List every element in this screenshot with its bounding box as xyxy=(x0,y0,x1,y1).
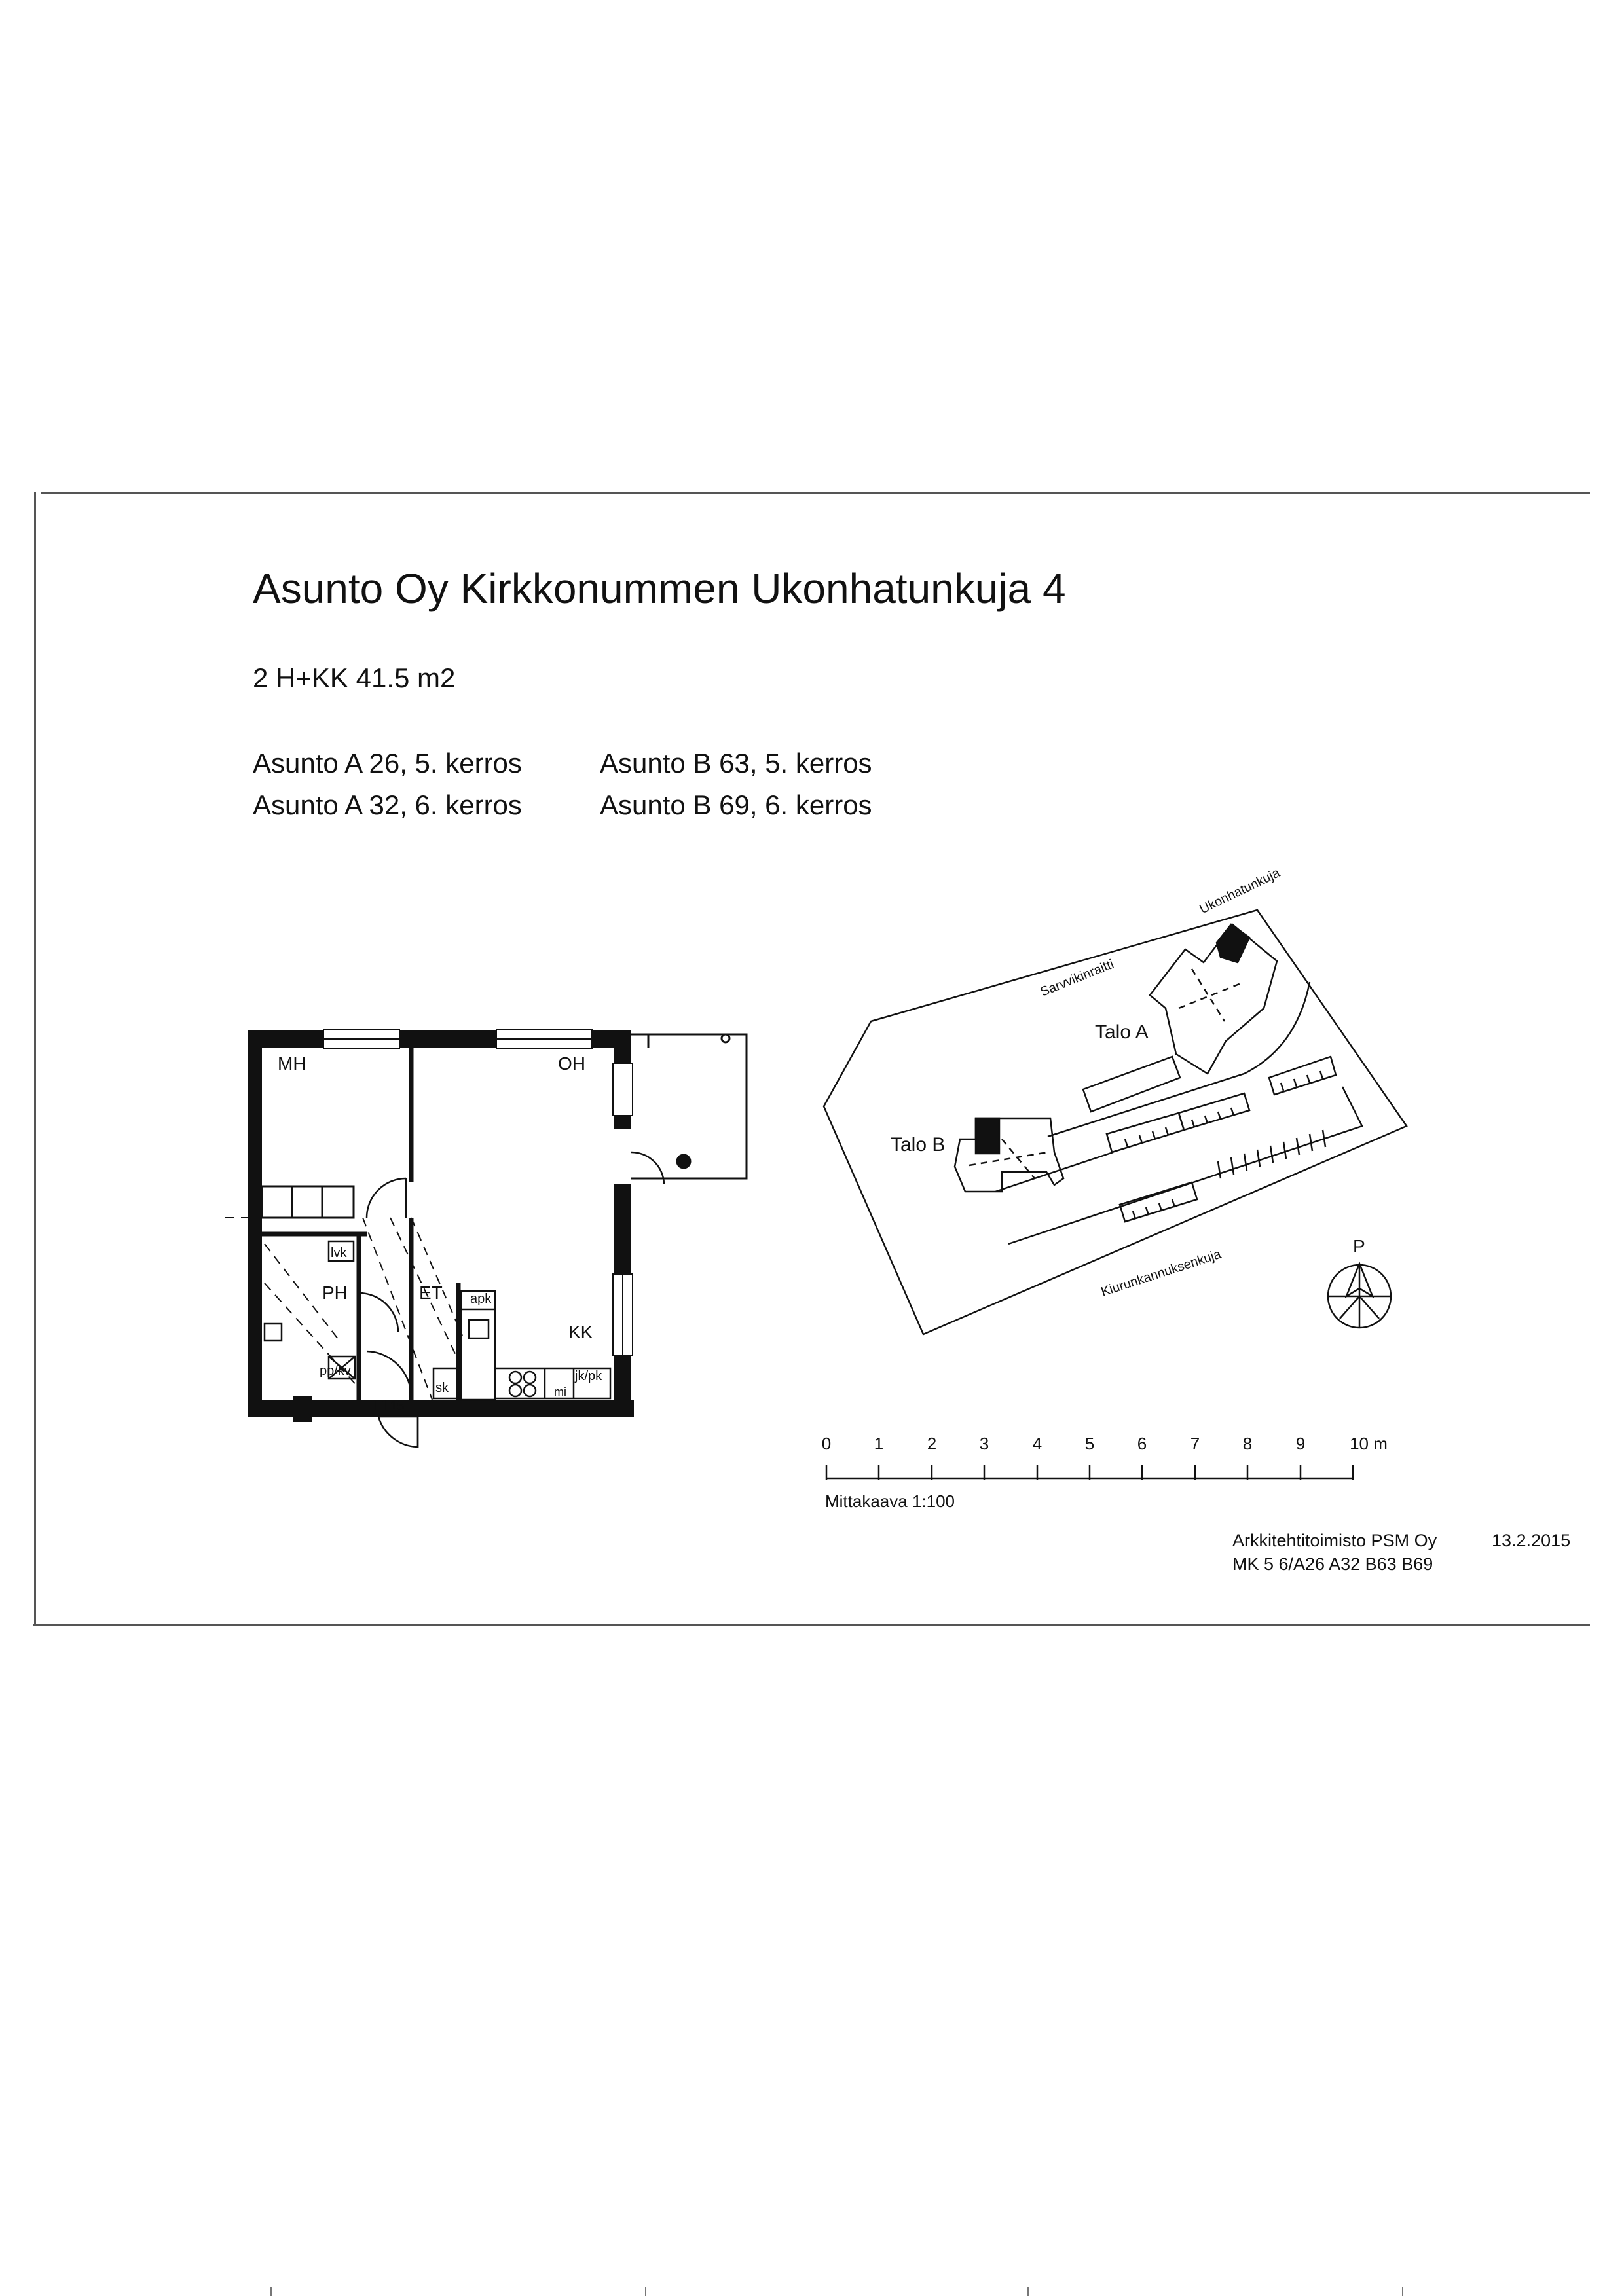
scale-tick-6: 6 xyxy=(1137,1434,1147,1453)
street-label-kiurunkannuksenkuja: Kiurunkannuksenkuja xyxy=(1099,1247,1223,1300)
apartment-b-line-1: Asunto B 63, 5. kerros xyxy=(600,748,872,778)
scale-tick-9: 9 xyxy=(1295,1434,1306,1453)
north-arrow-icon xyxy=(1328,1264,1391,1328)
room-label-hallway: ET xyxy=(419,1283,443,1303)
fixture-label-washer: pp/kv xyxy=(320,1364,351,1378)
architect-office: Arkkitehtitoimisto PSM Oy xyxy=(1232,1531,1437,1550)
parking-rows xyxy=(1083,1057,1336,1222)
fixture-label-electric: El 15 xyxy=(375,1399,405,1413)
scale-caption: Mittakaava 1:100 xyxy=(825,1491,955,1511)
scale-tick-0: 0 xyxy=(821,1434,832,1453)
site-plan xyxy=(824,866,1407,1334)
page-tick-marks xyxy=(271,2287,1403,2296)
scale-tick-10: 10 m xyxy=(1350,1434,1388,1453)
fixture-label-microwave: mi xyxy=(554,1385,566,1398)
fixture-label-cabinet: sk xyxy=(435,1381,449,1395)
apartment-b-line-2: Asunto B 69, 6. kerros xyxy=(600,790,872,820)
building-label-talo-a: Talo A xyxy=(1095,1021,1149,1043)
exterior-walls xyxy=(248,1030,634,1422)
apartment-a-line-1: Asunto A 26, 5. kerros xyxy=(253,748,522,778)
scale-tick-1: 1 xyxy=(874,1434,884,1453)
apartment-a-line-2: Asunto A 32, 6. kerros xyxy=(253,790,522,820)
fixture-label-fridge: jk/pk xyxy=(575,1369,602,1383)
room-label-living: OH xyxy=(558,1053,585,1074)
north-label: P xyxy=(1353,1236,1365,1256)
scale-tick-2: 2 xyxy=(927,1434,937,1453)
room-label-kitchen: KK xyxy=(568,1322,593,1342)
scale-bar xyxy=(826,1465,1353,1480)
street-label-ukonhatunkuja: Ukonhatunkuja xyxy=(1197,866,1283,917)
building-talo-b xyxy=(955,1118,1063,1192)
fixture-label-vent: lvk xyxy=(331,1246,347,1260)
interior-walls xyxy=(262,1048,458,1400)
site-boundary xyxy=(824,910,1407,1334)
scale-tick-8: 8 xyxy=(1242,1434,1253,1453)
room-label-bedroom: MH xyxy=(278,1053,306,1074)
scale-tick-5: 5 xyxy=(1084,1434,1095,1453)
scale-tick-4: 4 xyxy=(1032,1434,1043,1453)
page-title: Asunto Oy Kirkkonummen Ukonhatunkuja 4 xyxy=(253,565,1066,612)
fixture-label-dishwasher: apk xyxy=(470,1292,492,1306)
building-label-talo-b: Talo B xyxy=(891,1134,946,1156)
scale-tick-7: 7 xyxy=(1190,1434,1200,1453)
wardrobe xyxy=(262,1186,354,1218)
apartment-type: 2 H+KK 41.5 m2 xyxy=(253,663,456,693)
street-label-sarvvikinraitti: Sarvvikinraitti xyxy=(1038,957,1116,1000)
drawing-date: 13.2.2015 xyxy=(1492,1531,1571,1550)
room-label-bathroom: PH xyxy=(322,1283,348,1303)
scale-tick-3: 3 xyxy=(979,1434,989,1453)
floor-plan xyxy=(225,1029,747,1448)
drawing-code: MK 5 6/A26 A32 B63 B69 xyxy=(1232,1554,1433,1574)
windows xyxy=(323,1029,633,1355)
building-talo-a xyxy=(1150,924,1277,1074)
site-labels xyxy=(891,866,1283,1300)
